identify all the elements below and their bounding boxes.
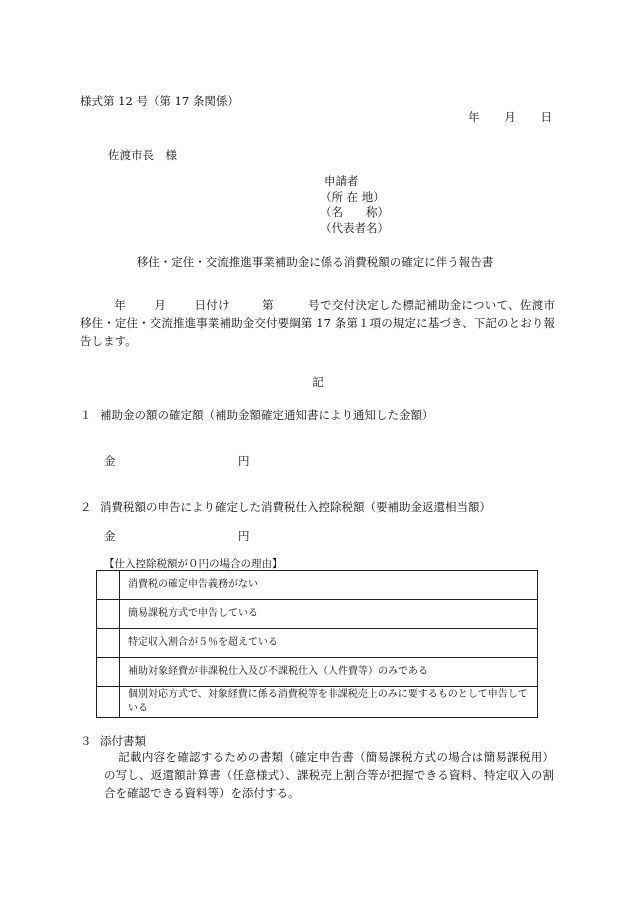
reason-row	[97, 629, 538, 658]
date-day: 日	[540, 110, 552, 124]
section-3-body-text: 記載内容を確認するための書類（確定申告書（簡易課税方式の場合は簡易課税用）の写し、返還額計算書（任意様式）、課税売上割合等が把握できる資料、特定収入の割合を確認できる資料等）を添付する。	[104, 750, 554, 800]
section-3-heading	[80, 736, 146, 748]
section-3-body	[104, 748, 554, 802]
reason-row	[97, 571, 538, 600]
section-1-amount	[104, 456, 250, 468]
document-title: 移住・定住・交流推進事業補助金に係る消費税額の確定に伴う報告書	[136, 255, 494, 269]
reason-checkbox[interactable]	[97, 687, 120, 718]
reason-checkbox[interactable]	[97, 571, 120, 600]
intro-paragraph	[80, 296, 555, 350]
section-2-title: 消費税額の申告により確定した消費税仕入控除税額（要補助金返還相当額）	[100, 500, 491, 514]
section-2-number: ２	[80, 500, 92, 514]
intro-month: 月	[154, 298, 167, 312]
ki-heading: 記	[312, 375, 324, 389]
section-2-amount	[104, 531, 250, 543]
reasons-label: 【仕入控除税額が０円の場合の理由】	[104, 558, 283, 570]
applicant-label: 申請者	[324, 174, 359, 188]
applicant-representative: （代表者名）	[320, 221, 389, 235]
reason-checkbox[interactable]	[97, 600, 120, 629]
section-1-number: １	[80, 408, 92, 422]
reason-row	[97, 687, 538, 718]
reason-row	[97, 600, 538, 629]
reasons-table	[96, 570, 538, 718]
section-3-number: ３	[80, 734, 92, 748]
section-1-title: 補助金の額の確定額（補助金額確定通知書により通知した金額）	[100, 408, 434, 422]
intro-text: 号で交付決定した標記補助金について、佐渡市移住・定住・交流推進事業補助金交付要綱第 17 条第１項の規定に基づき、下記のとおり報告します。	[80, 298, 555, 348]
section-2-amount-unit: 円	[238, 529, 250, 543]
reason-text: 特定収入割合が５％を超えている	[120, 629, 538, 658]
reason-checkbox[interactable]	[97, 629, 120, 658]
date-month: 月	[504, 110, 516, 124]
section-2-heading	[80, 502, 491, 514]
applicant-name: （名 称）	[320, 205, 389, 219]
section-1-amount-prefix: 金	[104, 454, 116, 468]
section-2-amount-prefix: 金	[104, 529, 116, 543]
reason-row	[97, 658, 538, 687]
form-number: 様式第 12 号（第 17 条関係）	[80, 94, 239, 108]
date-line	[468, 112, 552, 124]
section-1-heading	[80, 410, 434, 422]
reason-text: 簡易課税方式で申告している	[120, 600, 538, 629]
reason-text: 消費税の確定申告義務がない	[120, 571, 538, 600]
addressee: 佐渡市長 様	[108, 148, 177, 162]
reason-text: 補助対象経費が非課税仕入及び不課税仕入（人件費等）のみである	[120, 658, 538, 687]
intro-dai: 第	[261, 298, 274, 312]
date-year: 年	[468, 110, 480, 124]
intro-year: 年	[114, 298, 127, 312]
applicant-address: （所 在 地）	[320, 190, 385, 204]
reason-checkbox[interactable]	[97, 658, 120, 687]
section-3-title: 添付書類	[100, 734, 146, 748]
section-1-amount-unit: 円	[238, 454, 250, 468]
intro-day-dated: 日付け	[194, 298, 230, 312]
reason-text: 個別対応方式で、対象経費に係る消費税等を非課税売上のみに要するものとして申告している	[120, 687, 538, 718]
